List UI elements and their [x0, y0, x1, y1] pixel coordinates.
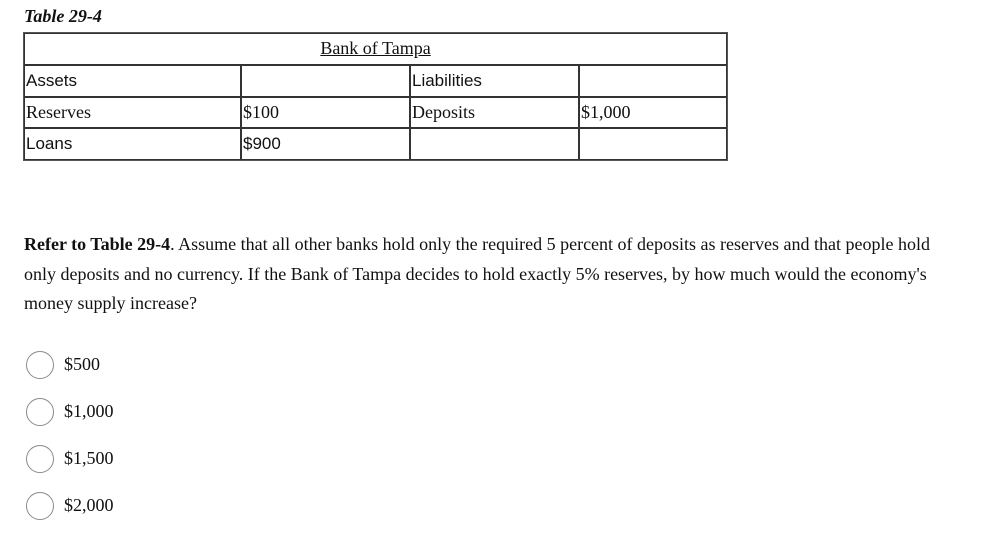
question-ref: Refer to Table 29-4	[24, 234, 171, 254]
asset-value: $100	[241, 97, 410, 129]
question-text	[24, 230, 954, 319]
balance-sheet-table	[23, 32, 728, 161]
asset-value: $900	[241, 128, 410, 160]
radio-button[interactable]	[26, 398, 54, 426]
answer-label: $2,000	[64, 495, 114, 515]
asset-label: Reserves	[24, 97, 241, 129]
empty-cell	[241, 65, 410, 97]
liability-label: Deposits	[410, 97, 579, 129]
answer-option[interactable]	[26, 396, 114, 427]
answer-label: $500	[64, 354, 100, 374]
answer-label: $1,500	[64, 448, 114, 468]
assets-header: Assets	[24, 65, 241, 97]
answer-option[interactable]	[26, 349, 114, 380]
radio-button[interactable]	[26, 445, 54, 473]
question-body: . Assume that all other banks hold only the required 5 percent of deposits as reserves and that people hold only deposits and no currency. If the Bank of Tampa decides to hold exactly 5% reserves, by how much would the economy's money supply increase?	[24, 234, 930, 313]
liability-value: $1,000	[579, 97, 727, 129]
answer-options	[26, 349, 114, 537]
bank-title: Bank of Tampa	[24, 33, 727, 65]
liability-label	[410, 128, 579, 160]
empty-cell	[579, 65, 727, 97]
table-caption: Table 29-4	[24, 6, 102, 26]
answer-option[interactable]	[26, 490, 114, 521]
answer-option[interactable]	[26, 443, 114, 474]
liabilities-header: Liabilities	[410, 65, 579, 97]
liability-value	[579, 128, 727, 160]
asset-label: Loans	[24, 128, 241, 160]
radio-button[interactable]	[26, 492, 54, 520]
answer-label: $1,000	[64, 401, 114, 421]
radio-button[interactable]	[26, 351, 54, 379]
